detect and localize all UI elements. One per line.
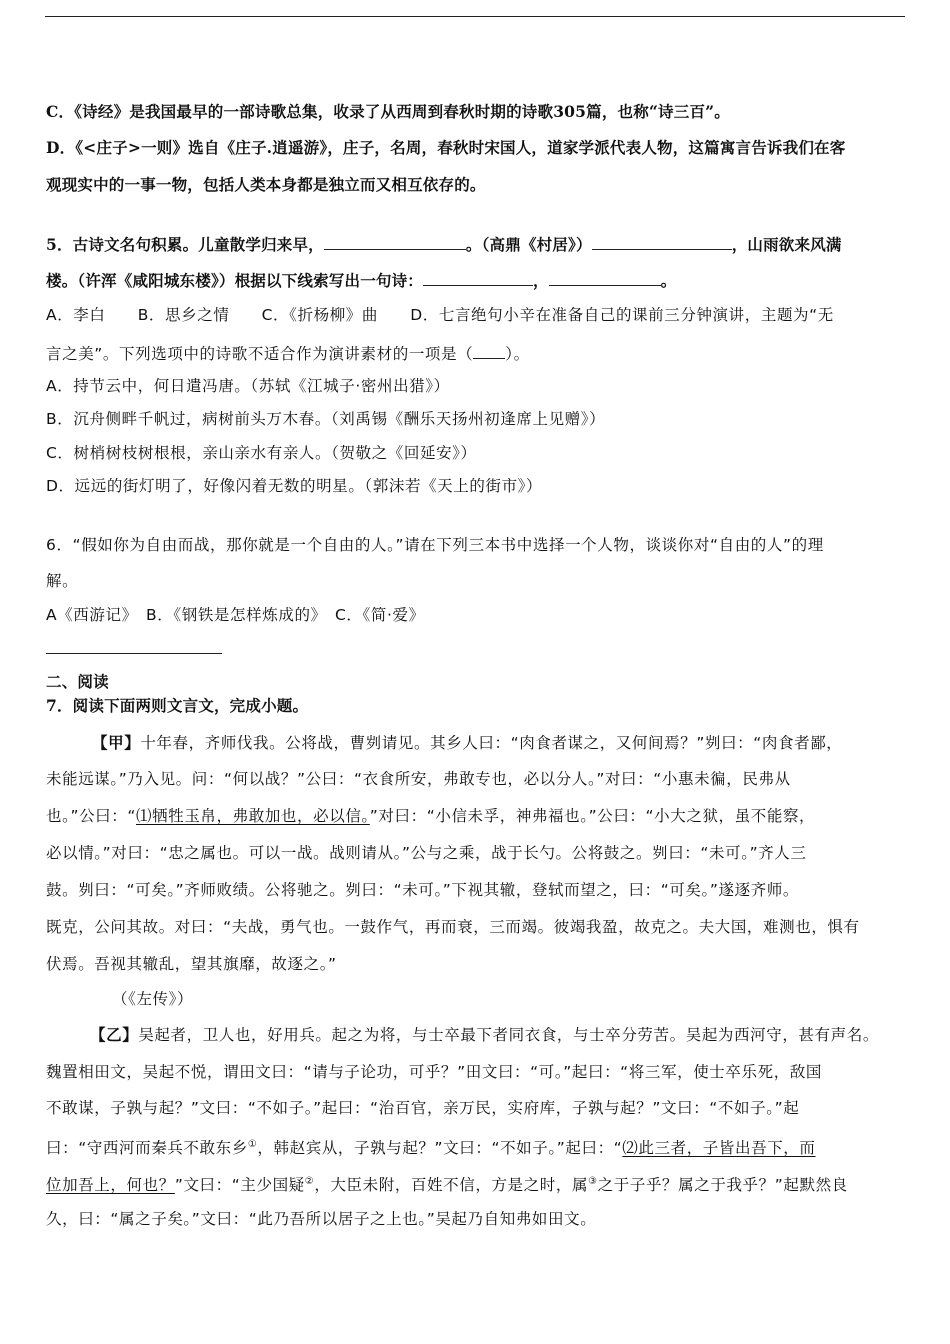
- yi-underlined-2a: ⑵此三者，子皆出吾下，而: [622, 1139, 816, 1158]
- yi-line-2: 魏置相田文，吴起不悦，谓田文曰：“请与子论功，可乎？”田文曰：“可。”起曰：“将三军，使士卒乐死，敌国: [46, 1063, 823, 1081]
- yi-text-5c: 之于子乎？属之于我乎？”起默然良: [597, 1176, 848, 1195]
- top-rule: [45, 16, 905, 17]
- question-5-options: A．李白 B．思乡之情 C．《折杨柳》曲 D．七言绝句小辛在准备自己的课前三分钟演讲，主题为“无: [46, 306, 834, 324]
- jia-line-1: [92, 733, 910, 753]
- footnote-1: ①: [247, 1139, 258, 1150]
- jia-line-2: 未能远谋。”乃入见。问：“何以战？”公曰：“衣食所安，弗敢专也，必以分人。”对曰：“小惠未徧，民弗从: [46, 770, 791, 788]
- jia-label: 【甲】: [92, 733, 141, 752]
- option-c-line: C．《诗经》是我国最早的一部诗歌总集，收录了从西周到春秋时期的诗歌305篇，也称“诗三百”。: [46, 102, 730, 121]
- yi-line-1: [90, 1025, 910, 1045]
- q5-text-2b: ，: [533, 271, 549, 290]
- yi-text-5b: ，大臣未附，百姓不信，方是之时，属: [314, 1176, 589, 1195]
- jia-text-3a: 也。”公曰：“: [46, 807, 137, 825]
- q5-text-4a: 言之美”。下列选项中的诗歌不适合作为演讲素材的一项是（: [46, 345, 474, 363]
- yi-text-1: 吴起者，卫人也，好用兵。起之为将，与士卒最下者同衣食，与士卒分劳苦。吴起为西河守，甚有声名。: [138, 1026, 879, 1044]
- question-5-line-2: [46, 269, 910, 291]
- section-2-heading: 二、阅读: [46, 672, 109, 691]
- q5-text-2a: 楼。（许浑《咸阳城东楼》）根据以下线索写出一句诗：: [46, 271, 424, 290]
- jia-line-4: 必以情。”对曰：“忠之属也。可以一战。战则请从。”公与之乘，战于长勺。公将鼓之。刿曰：“未可。”齐人三: [46, 844, 807, 862]
- yi-text-4a: 曰：“守西河而秦兵不敢东乡: [46, 1139, 248, 1158]
- yi-line-5: [46, 1172, 910, 1195]
- answer-blank[interactable]: [423, 269, 533, 286]
- question-5-line-1: [46, 233, 910, 255]
- option-a-line: A．持节云中，何日遣冯唐。（苏轼《江城子·密州出猎》）: [46, 377, 450, 395]
- yi-text-5a: ”文曰：“主少国疑: [174, 1176, 305, 1195]
- q5-text-2c: 。: [660, 271, 677, 290]
- option-d-line-2b: D．远远的街灯明了，好像闪着无数的明星。（郭沫若《天上的街市》）: [46, 477, 543, 495]
- q5-text-b: 。（高鼎《村居》）: [465, 235, 592, 254]
- yi-line-6: 久，曰：“属之子矣。”文曰：“此乃吾所以居子之上也。”吴起乃自知弗如田文。: [46, 1210, 597, 1228]
- question-6-line-1: 6．“假如你为自由而战，那你就是一个自由的人。”请在下列三本书中选择一个人物，谈谈你对“自由的人”的理: [46, 536, 824, 554]
- yi-text-4b: ，韩赵宾从，子孰与起？”文曰：“不如子。”起曰：“: [257, 1139, 623, 1158]
- answer-blank[interactable]: [592, 233, 732, 250]
- jia-line-5: 鼓。刿曰：“可矣。”齐师败绩。公将驰之。刿曰：“未可。”下视其辙，登轼而望之，曰：“可矣。”遂逐齐师。: [46, 881, 800, 899]
- yi-line-3: 不敢谋，子孰与起？”文曰：“不如子。”起曰：“治百官，亲万民，实府库，子孰与起？”文曰：“不如子。”起: [46, 1099, 800, 1117]
- q5-text-a: 5．古诗文名句积累。儿童散学归来早，: [46, 235, 324, 254]
- jia-line-7: 伏焉。吾视其辙乱，望其旗靡，故逐之。”: [46, 955, 337, 973]
- option-c-line-2: C．树梢树枝树根根，亲山亲水有亲人。（贺敬之《回延安》）: [46, 444, 477, 462]
- question-6-line-2: 解。: [46, 572, 79, 590]
- yi-line-4: [46, 1135, 910, 1158]
- jia-underlined-1: ⑴牺牲玉帛，弗敢加也，必以信。: [136, 807, 370, 825]
- q5-text-c: ，山雨欲来风满: [731, 235, 842, 254]
- option-b-line: B．沉舟侧畔千帆过，病树前头万木春。（刘禹锡《酬乐天扬州初逢席上见赠》）: [46, 410, 606, 428]
- jia-text-3b: ”对曰：“小信未孚，神弗福也。”公曰：“小大之狱，虽不能察，: [369, 807, 816, 825]
- q5-text-4b: ）。: [505, 345, 530, 363]
- question-6-options: A《西游记》 B．《钢铁是怎样炼成的》 C．《简·爱》: [46, 606, 425, 624]
- answer-blank[interactable]: [324, 233, 466, 250]
- answer-blank[interactable]: [549, 269, 661, 286]
- footnote-3: ③: [588, 1176, 598, 1187]
- option-d-line-1: D．《<庄子>一则》选自《庄子.逍遥游》，庄子，名周，春秋时宋国人，道家学派代表人物，这篇寓言告诉我们在客: [46, 138, 846, 157]
- question-5-line-4: [46, 342, 910, 364]
- answer-blank[interactable]: [473, 342, 505, 359]
- footnote-2: ②: [304, 1176, 315, 1187]
- jia-text-1: 十年春，齐师伐我。公将战，曹刿请见。其乡人曰：“肉食者谋之，又何间焉？”刿曰：“肉食者鄙，: [140, 734, 843, 752]
- yi-underlined-2b: 位加吾上，何也？: [46, 1176, 175, 1195]
- yi-label: 【乙】: [90, 1025, 139, 1044]
- jia-line-3: [46, 806, 910, 826]
- jia-line-6: 既克，公问其故。对曰：“夫战，勇气也。一鼓作气，再而衰，三而竭。彼竭我盈，故克之。夫大国，难测也，惧有: [46, 918, 860, 936]
- jia-source: （《左传》）: [112, 990, 194, 1008]
- answer-rule: [46, 653, 222, 654]
- question-7: 7．阅读下面两则文言文，完成小题。: [46, 696, 309, 715]
- option-d-line-2: 观现实中的一事一物，包括人类本身都是独立而又相互依存的。: [46, 175, 486, 194]
